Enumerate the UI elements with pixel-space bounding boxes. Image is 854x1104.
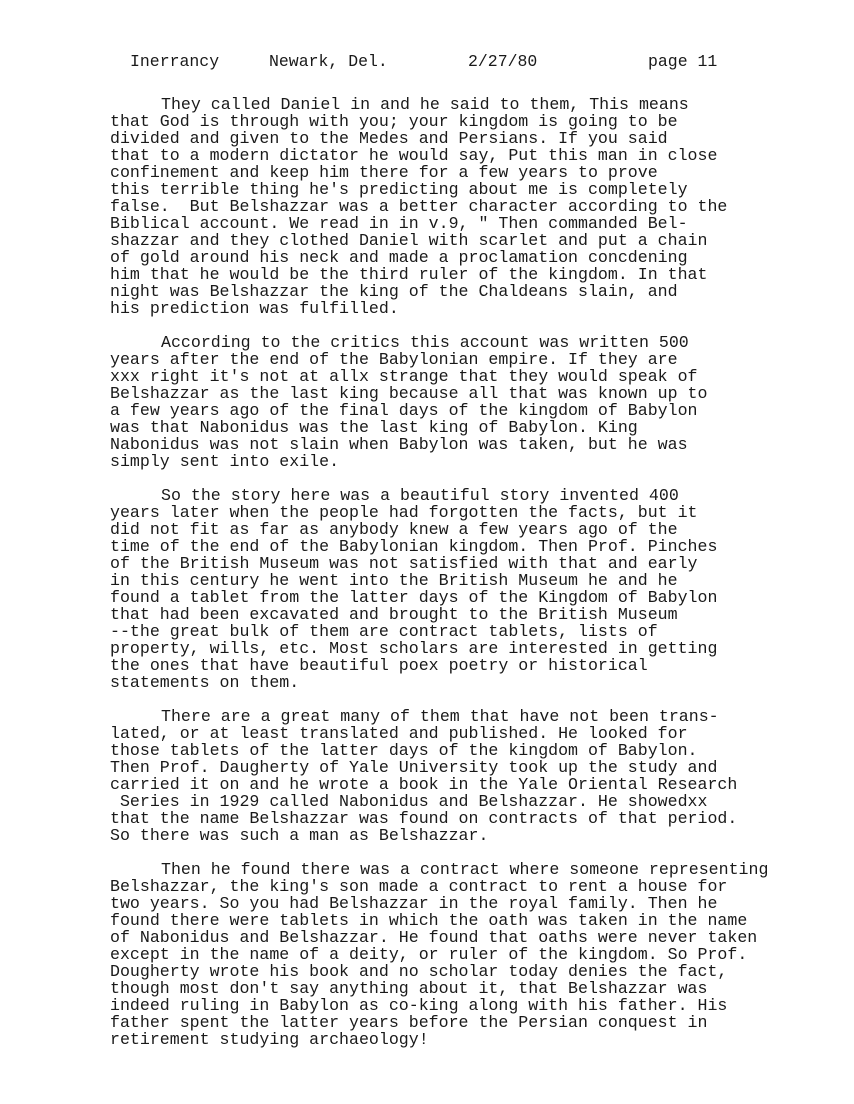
text-line: property, wills, etc. Most scholars are interested in getting [110,639,718,658]
text-line: a few years ago of the final days of the kingdom of Babylon [110,401,698,420]
paragraph [110,708,850,844]
text-line: this terrible thing he's predicting about me is completely [110,180,688,199]
text-line: According to the critics this account was written 500 [161,333,689,352]
text-line: divided and given to the Medes and Persians. If you said [110,129,668,148]
text-line: except in the name of a deity, or ruler of the kingdom. So Prof. [110,945,748,964]
text-line: They called Daniel in and he said to them, This means [161,95,689,114]
text-line: though most don't say anything about it, that Belshazzar was [110,979,708,998]
text-line: Nabonidus was not slain when Babylon was taken, but he was [110,435,688,454]
text-line: in this century he went into the British Museum he and he [110,571,678,590]
text-line: that the name Belshazzar was found on contracts of that period. [110,809,738,828]
text-line: false. But Belshazzar was a better character according to the [110,197,728,216]
text-line: confinement and keep him there for a few years to prove [110,163,658,182]
text-line: simply sent into exile. [110,452,340,471]
text-line: xxx right it's not at allx strange that they would speak of [110,367,698,386]
text-line: of Nabonidus and Belshazzar. He found that oaths were never taken [110,928,758,947]
text-line: that God is through with you; your kingdom is going to be [110,112,678,131]
paragraph [110,334,850,470]
paragraph [110,861,850,1048]
text-line: There are a great many of them that have not been trans- [161,707,719,726]
text-line: So there was such a man as Belshazzar. [110,826,489,845]
text-line: statements on them. [110,673,300,692]
header-page-number: page 11 [648,52,718,71]
header-place: Newark, Del. [269,52,388,71]
text-line: the ones that have beautiful poex poetry or historical [110,656,648,675]
text-line: Then Prof. Daugherty of Yale University took up the study and [110,758,718,777]
text-line: carried it on and he wrote a book in the Yale Oriental Research [110,775,738,794]
text-line: So the story here was a beautiful story invented 400 [161,486,679,505]
text-line: of gold around his neck and made a proclamation concdening [110,248,688,267]
text-line: two years. So you had Belshazzar in the royal family. Then he [110,894,718,913]
text-line: that to a modern dictator he would say, Put this man in close [110,146,718,165]
text-line: his prediction was fulfilled. [110,299,399,318]
text-line: those tablets of the latter days of the kingdom of Babylon. [110,741,698,760]
text-line: Belshazzar as the last king because all that was known up to [110,384,708,403]
document-body [110,96,850,1065]
paragraph [110,487,850,691]
text-line: years after the end of the Babylonian empire. If they are [110,350,678,369]
text-line: shazzar and they clothed Daniel with scarlet and put a chain [110,231,708,250]
header-date: 2/27/80 [468,52,538,71]
text-line: father spent the latter years before the Persian conquest in [110,1013,708,1032]
text-line: --the great bulk of them are contract tablets, lists of [110,622,658,641]
text-line: was that Nabonidus was the last king of Babylon. King [110,418,638,437]
text-line: time of the end of the Babylonian kingdom. Then Prof. Pinches [110,537,718,556]
text-line: Biblical account. We read in in v.9, " Then commanded Bel- [110,214,688,233]
text-line: indeed ruling in Babylon as co-king along with his father. His [110,996,728,1015]
text-line: of the British Museum was not satisfied with that and early [110,554,698,573]
text-line: lated, or at least translated and published. He looked for [110,724,688,743]
text-line: him that he would be the third ruler of the kingdom. In that [110,265,708,284]
paragraph [110,96,850,317]
text-line: night was Belshazzar the king of the Chaldeans slain, and [110,282,678,301]
text-line: years later when the people had forgotten the facts, but it [110,503,698,522]
text-line: retirement studying archaeology! [110,1030,429,1049]
text-line: did not fit as far as anybody knew a few years ago of the [110,520,678,539]
text-line: Then he found there was a contract where someone representing [161,860,769,879]
header-title: Inerrancy [130,52,220,71]
text-line: Dougherty wrote his book and no scholar today denies the fact, [110,962,728,981]
text-line: that had been excavated and brought to the British Museum [110,605,678,624]
text-line: found a tablet from the latter days of the Kingdom of Babylon [110,588,718,607]
text-line: found there were tablets in which the oath was taken in the name [110,911,748,930]
text-line: Series in 1929 called Nabonidus and Belshazzar. He showedxx [110,792,708,811]
text-line: Belshazzar, the king's son made a contract to rent a house for [110,877,728,896]
